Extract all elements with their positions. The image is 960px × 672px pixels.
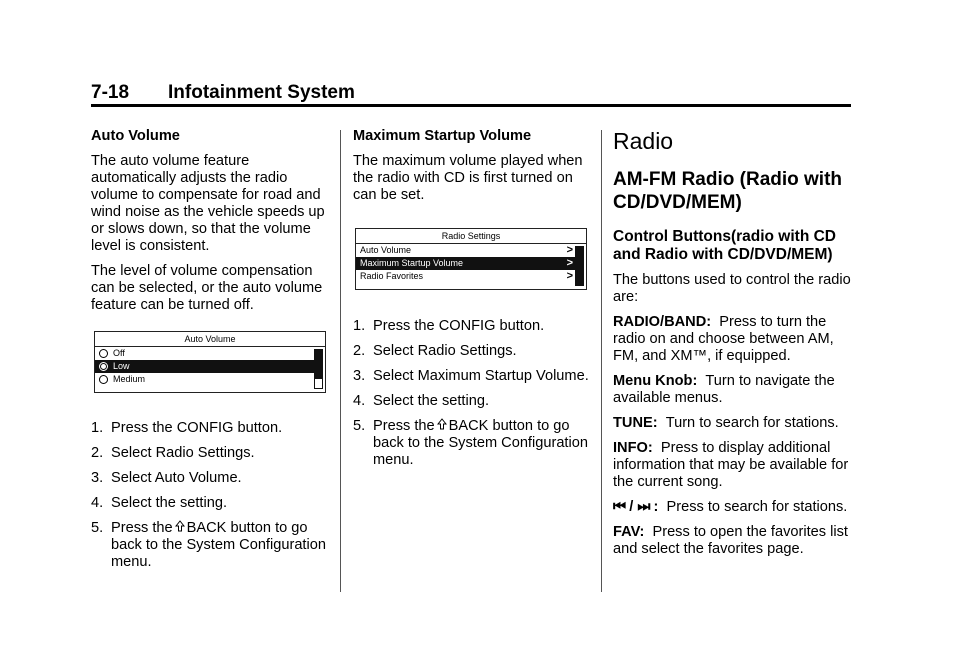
item-fav: FAV: Press to open the favorites list and select the favorites page. [613,524,848,557]
max-startup-heading: Maximum Startup Volume [353,128,532,144]
max-startup-para1: The maximum volume played when the radio with CD is first turned on can be set. [353,153,583,203]
step-item: 2. Select Radio Settings. [91,445,255,461]
column-divider [340,130,341,592]
step-item: 3. Select Auto Volume. [91,470,242,486]
menu-item-label: Maximum Startup Volume [360,258,464,268]
screen-title: Radio Settings [356,229,586,244]
max-startup-steps [353,318,593,477]
option-medium[interactable] [95,373,314,386]
am-fm-heading: AM-FM Radio (Radio with CD/DVD/MEM) [613,169,843,213]
step-item: 5. Press the BACK button to go back to the System Configuration menu. [91,520,326,570]
column-max-startup [353,128,593,212]
back-arrow-icon [437,418,447,435]
page-number: 7-18 [91,82,130,103]
option-off[interactable] [95,347,314,360]
column-auto-volume [91,128,331,322]
option-label: Off [113,348,125,358]
control-buttons-heading: Control Buttons(radio with CD and Radio with CD/DVD/MEM) [613,228,836,263]
section-title: Infotainment System [168,82,355,103]
scrollbar-thumb[interactable] [315,350,322,379]
header-rule [91,104,851,107]
radio-settings-screen [355,228,587,290]
intro-text: The buttons used to control the radio are: [613,272,851,305]
menu-item-max-startup-volume[interactable] [356,257,575,270]
option-label: Medium [113,374,146,384]
step-item: 4. Select the setting. [91,495,228,511]
auto-volume-screen [94,331,326,393]
item-menu-knob: Menu Knob: Turn to navigate the available menus. [613,373,835,406]
menu-item-radio-favorites[interactable] [356,270,575,283]
option-label: Low [113,361,130,371]
step-item: 2. Select Radio Settings. [353,343,517,359]
chevron-right-icon: > [566,244,573,256]
radio-heading: Radio [613,128,674,154]
step-item: 5. Press the BACK button to go back to the System Configuration menu. [353,418,588,468]
column-divider [601,130,602,592]
menu-item-label: Auto Volume [360,245,412,255]
radio-unselected-icon [99,349,108,358]
seek-back-icon: ⏮ [613,499,626,515]
scrollbar[interactable] [575,246,584,286]
auto-volume-steps [91,420,331,579]
scrollbar-thumb[interactable] [576,247,583,285]
step-item: 1. Press the CONFIG button. [353,318,545,334]
scrollbar[interactable] [314,349,323,389]
chevron-right-icon: > [566,257,573,269]
step-item: 4. Select the setting. [353,393,490,409]
chevron-right-icon: > [566,270,573,282]
auto-volume-para1: The auto volume feature automatically adjusts the radio volume to compensate for road and wind noise as the vehicle speeds up or slows down, so that the volume level is consistent. [91,153,325,254]
option-low[interactable] [95,360,314,373]
item-seek: ⏮ / ⏭ : Press to search for stations. [613,499,848,515]
screen-title: Auto Volume [95,332,325,347]
radio-selected-icon [99,362,108,371]
back-arrow-icon [175,520,185,537]
auto-volume-heading: Auto Volume [91,128,180,144]
item-radio-band: RADIO/BAND: Press to turn the radio on and choose between AM, FM, and XM™, if equipped. [613,314,834,364]
menu-item-label: Radio Favorites [360,271,424,281]
menu-item-auto-volume[interactable] [356,244,575,257]
page-header [91,82,851,106]
item-info: INFO: Press to display additional information that may be available for the current song. [613,440,849,490]
auto-volume-para2: The level of volume compensation can be selected, or the auto volume feature can be turned off. [91,263,323,313]
seek-forward-icon: ⏭ [637,499,650,515]
step-item: 1. Press the CONFIG button. [91,420,283,436]
radio-unselected-icon [99,375,108,384]
column-radio [613,128,858,566]
item-tune: TUNE: Turn to search for stations. [613,415,839,431]
step-item: 3. Select Maximum Startup Volume. [353,368,589,384]
